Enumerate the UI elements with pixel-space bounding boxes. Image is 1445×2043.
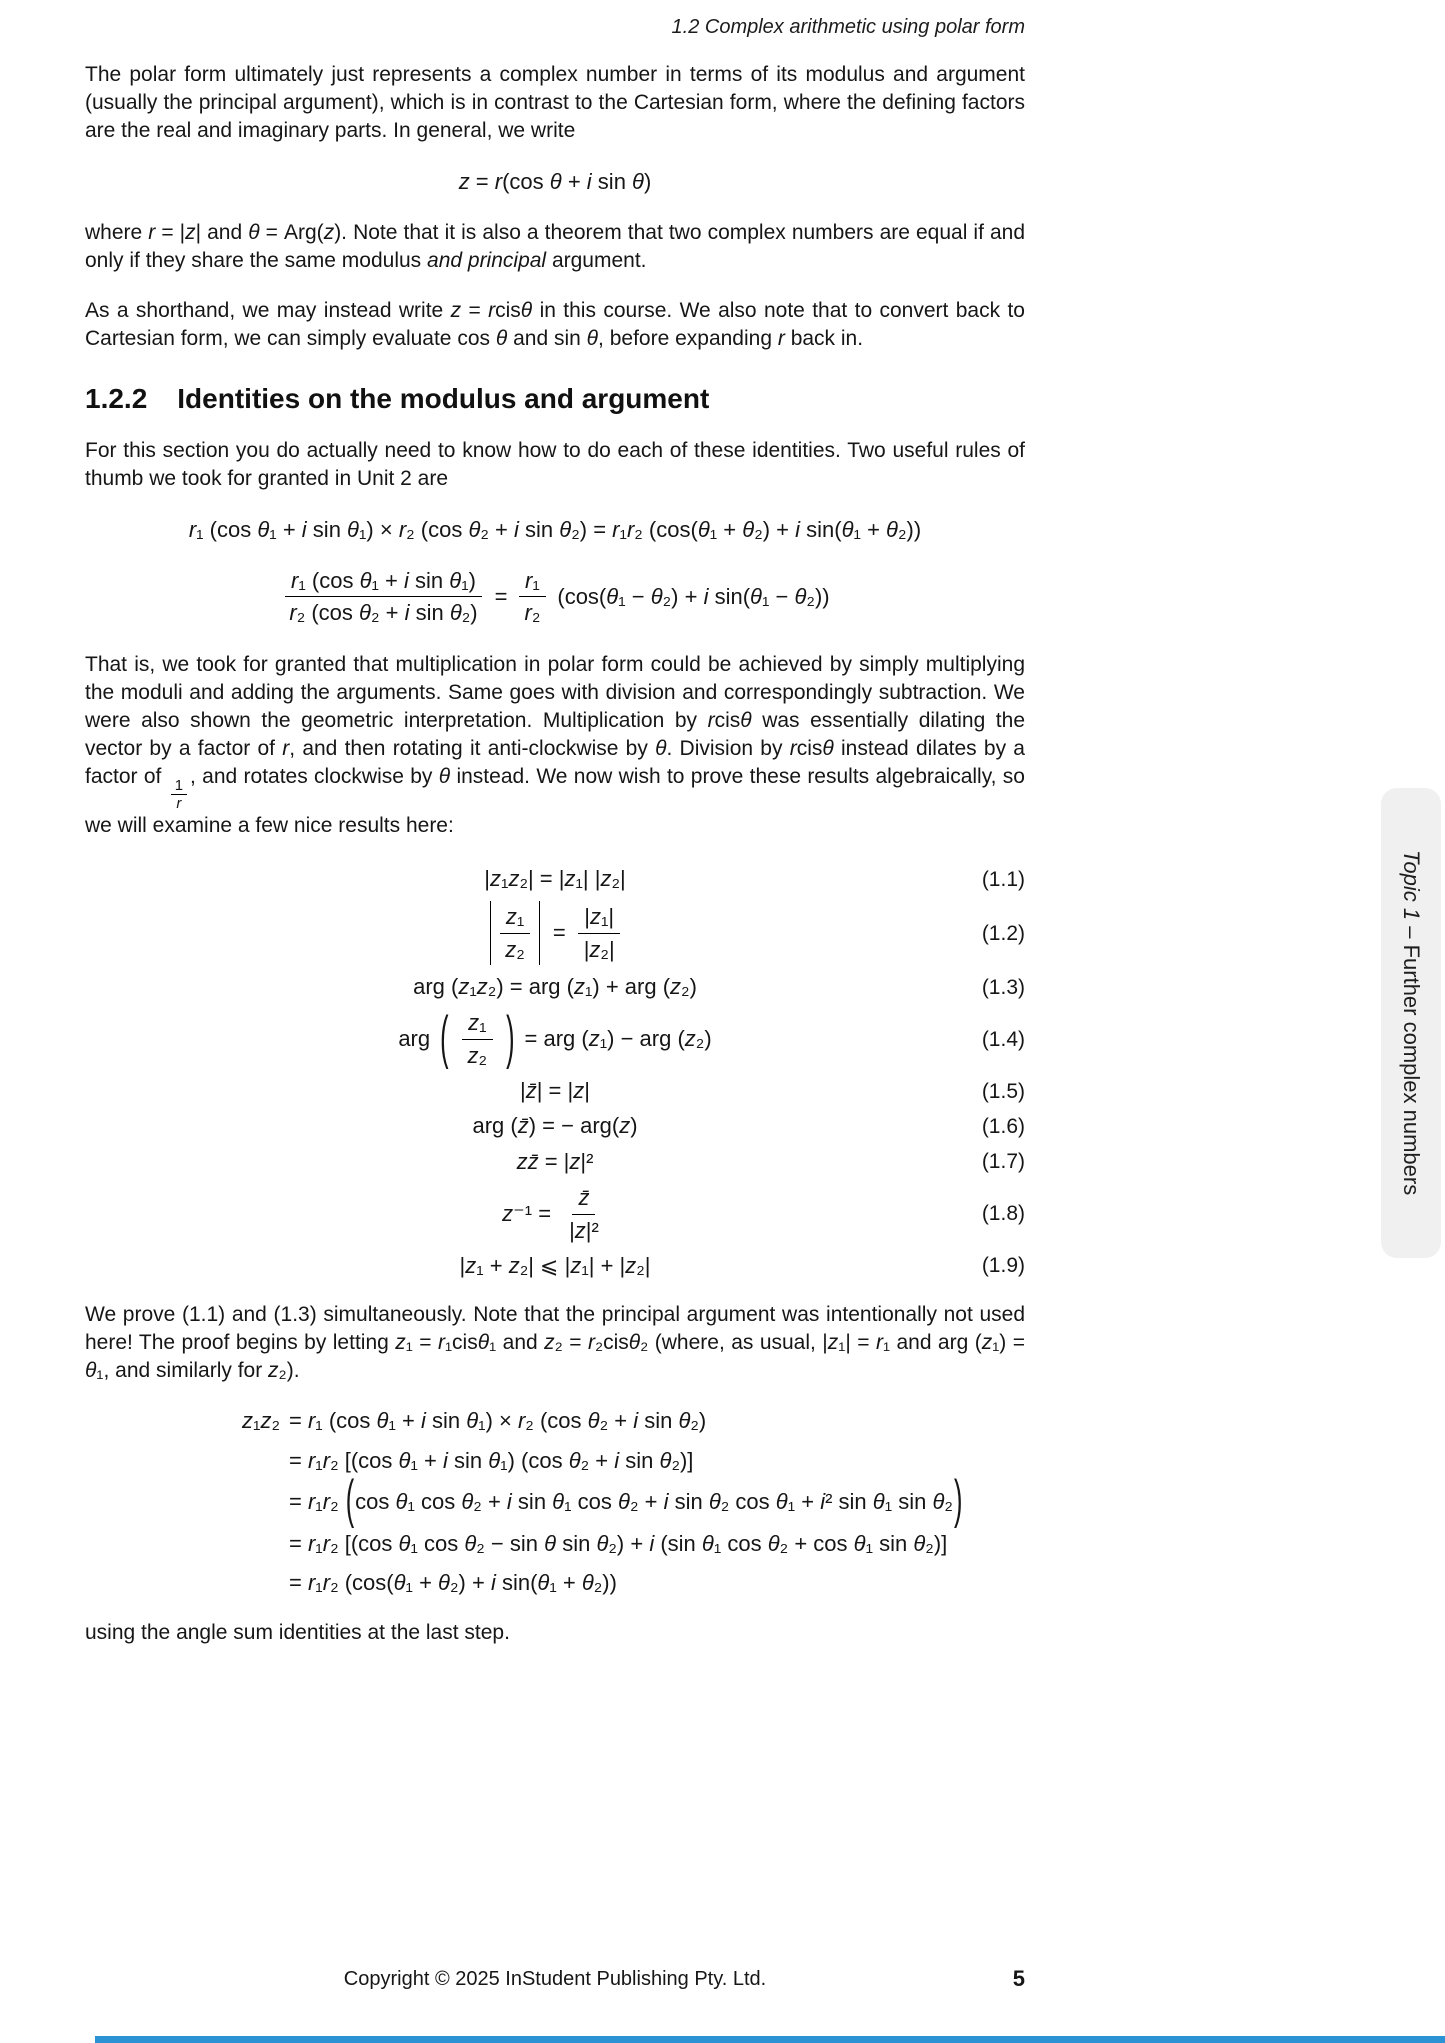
math-text: zz̄ = |z|² [516, 1148, 594, 1174]
equation-number: (1.3) [981, 975, 1025, 999]
fraction-numerator: 1 [171, 778, 187, 796]
math-text: = r₁r₂ [289, 1489, 339, 1515]
paragraph-rules-intro: For this section you do actually need to know how to do each of these identities. Two useful rules of thumb we took for granted in Unit 2 are [85, 439, 1025, 490]
math-text: = r₁r₂ [(cos θ₁ cos θ₂ − sin θ sin θ₂) + i (sin θ₁ cos θ₂ + cos θ₁ sin θ₂)] [289, 1530, 948, 1556]
paragraph-geometric [85, 651, 1025, 841]
section-title: Identities on the modulus and argument [177, 383, 710, 414]
section-heading [85, 383, 1025, 415]
paragraph-text: That is, we took for granted that multiplication in polar form could be achieved by simply multiplying the moduli and adding the arguments. Same goes with division and correspondingly subtraction. We were also shown the geometric interpretation. Multiplication by rcisθ was essentially dilating the vector by a factor of r, and then rotating it anti-clockwise by θ. Division by rcisθ instead dilates by a factor of [85, 652, 1025, 788]
equation-number: (1.4) [981, 1027, 1025, 1051]
right-parenthesis: ) [506, 1006, 515, 1072]
paragraph-text: , and rotates clockwise by θ instead. We now wish to prove these results algebraically, so we will examine a few nice results here: [85, 764, 1025, 838]
math-text: arg [398, 1026, 431, 1052]
fraction-denominator: r [176, 795, 182, 813]
math-text: = arg (z₁) − arg (z₂) [524, 1026, 712, 1052]
identity-row-1-6 [85, 1113, 1025, 1139]
equals-sign: = [494, 583, 508, 609]
math-text: = r₁ (cos θ₁ + i sin θ₁) × r₂ (cos θ₂ + i sin θ₂) [289, 1408, 707, 1434]
math-text: |z₁z₂| = |z₁| |z₂| [484, 866, 626, 892]
identity-row-1-3 [85, 974, 1025, 1000]
section-number: 1.2.2 [85, 383, 148, 414]
inline-fraction [171, 778, 187, 813]
equation-number: (1.5) [981, 1079, 1025, 1103]
derivation-block [185, 1407, 1025, 1597]
page-footer [85, 1968, 1025, 1991]
left-parenthesis: ( [440, 1006, 449, 1072]
equation-polar-form [85, 169, 1025, 195]
fraction: $\frac{\text{z₁}}{\text{z₂}}$ [499, 903, 531, 963]
identity-row-1-5 [85, 1078, 1025, 1104]
math-text: (cos(θ₁ − θ₂) + i sin(θ₁ − θ₂)) [557, 583, 830, 609]
fraction-numerator: r₁ (cos θ₁ + i sin θ₁) [285, 567, 482, 597]
equals-sign: = [552, 920, 566, 946]
math-text: z⁻¹ = [502, 1200, 552, 1226]
math-text: = r₁r₂ (cos(θ₁ + θ₂) + i sin(θ₁ + θ₂)) [289, 1570, 617, 1596]
fraction [519, 567, 547, 627]
math-text: z₁z₂ [242, 1408, 280, 1434]
math-text: cos θ₁ cos θ₂ + i sin θ₁ cos θ₂ + i sin θ₂ cos θ₁ + i² sin θ₁ sin θ₂ [355, 1489, 953, 1515]
math-text: arg (z̄) = − arg(z) [472, 1113, 638, 1139]
equation-number: (1.1) [981, 867, 1025, 891]
math-text: arg (z₁z₂) = arg (z₁) + arg (z₂) [413, 974, 697, 1000]
fraction: $\frac{\text{z₁}}{\text{z₂}}$ [462, 1009, 494, 1069]
equation-number: (1.9) [981, 1254, 1025, 1278]
left-parenthesis: ( [345, 1470, 355, 1530]
math-text: z = r(cos θ + i sin θ) [458, 169, 652, 194]
topic-side-tab [1381, 788, 1441, 1258]
identity-row-1-8 [85, 1184, 1025, 1244]
equation-number: (1.2) [981, 921, 1025, 945]
equation-quotient-rule [85, 567, 1025, 627]
paragraph-proof-intro: We prove (1.1) and (1.3) simultaneously. Note that the principal argument was intentionally not used here! The proof begins by letting z₁ = r₁cisθ₁ and z₂ = r₂cisθ₂ (where, as usual, |z₁| = r₁ and arg (z₁) = θ₁, and similarly for z₂). [85, 1303, 1025, 1383]
paragraph-where: where r = |z| and θ = Arg(z). Note that it is also a theorem that two complex numbers are equal if and only if they share the same modulus and principal argument. [85, 221, 1026, 272]
absolute-value-bars [490, 901, 540, 965]
derivation-line [185, 1530, 1025, 1558]
math-text: = r₁r₂ [(cos θ₁ + i sin θ₁) (cos θ₂ + i sin θ₂)] [289, 1447, 694, 1473]
identity-row-1-4 [85, 1006, 1025, 1072]
math-text: |z₁ + z₂| ⩽ |z₁| + |z₂| [459, 1252, 651, 1278]
fraction-denominator: r₂ [524, 600, 541, 626]
equation-number: (1.8) [981, 1202, 1025, 1226]
identity-row-1-9 [85, 1253, 1025, 1279]
equation-number: (1.7) [981, 1150, 1025, 1174]
identity-row-1-2 [85, 901, 1025, 965]
bottom-accent-bar [95, 2036, 1445, 2043]
paragraph-closing: using the angle sum identities at the last step. [85, 1620, 510, 1644]
right-parenthesis: ) [953, 1470, 963, 1530]
fraction: $\frac{\text{|z₁|}}{\text{|z₂|}}$ [578, 903, 621, 963]
identity-list [85, 866, 1025, 1279]
topic-tab-label: Topic 1 – Further complex numbers [1399, 850, 1424, 1196]
paragraph-intro: The polar form ultimately just represents a complex number in terms of its modulus and argument (usually the principal argument), which is in contrast to the Cartesian form, where the defining factors are the real and imaginary parts. In general, we write [85, 63, 1025, 142]
identity-row-1-1 [85, 866, 1025, 892]
derivation-line [185, 1569, 1025, 1597]
running-header: 1.2 Complex arithmetic using polar form [671, 16, 1025, 38]
equation-product-rule [85, 517, 1025, 543]
math-text: r₁ (cos θ₁ + i sin θ₁) × r₂ (cos θ₂ + i sin θ₂) = r₁r₂ (cos(θ₁ + θ₂) + i sin(θ₁ + θ₂)) [188, 517, 922, 542]
equation-number: (1.6) [981, 1115, 1025, 1139]
fraction-numerator: r₁ [519, 567, 546, 597]
derivation-line [185, 1407, 1025, 1435]
fraction-denominator: r₂ (cos θ₂ + i sin θ₂) [289, 600, 478, 626]
paragraph-shorthand: As a shorthand, we may instead write z = rcisθ in this course. We also note that to convert back to Cartesian form, we can simply evaluate cos θ and sin θ, before expanding r back in. [85, 299, 1025, 350]
copyright-text: Copyright © 2025 InStudent Publishing Pty. Ltd. [343, 1968, 767, 1990]
page-number: 5 [1012, 1966, 1025, 1991]
derivation-line [185, 1470, 1025, 1530]
math-text: |z̄| = |z| [520, 1078, 590, 1104]
text-column [85, 0, 1025, 1669]
derivation-line [185, 1447, 1025, 1475]
fraction [283, 567, 483, 627]
identity-row-1-7 [85, 1149, 1025, 1175]
fraction: $\frac{z̄}{\text{|z|²}}$ [569, 1185, 599, 1243]
